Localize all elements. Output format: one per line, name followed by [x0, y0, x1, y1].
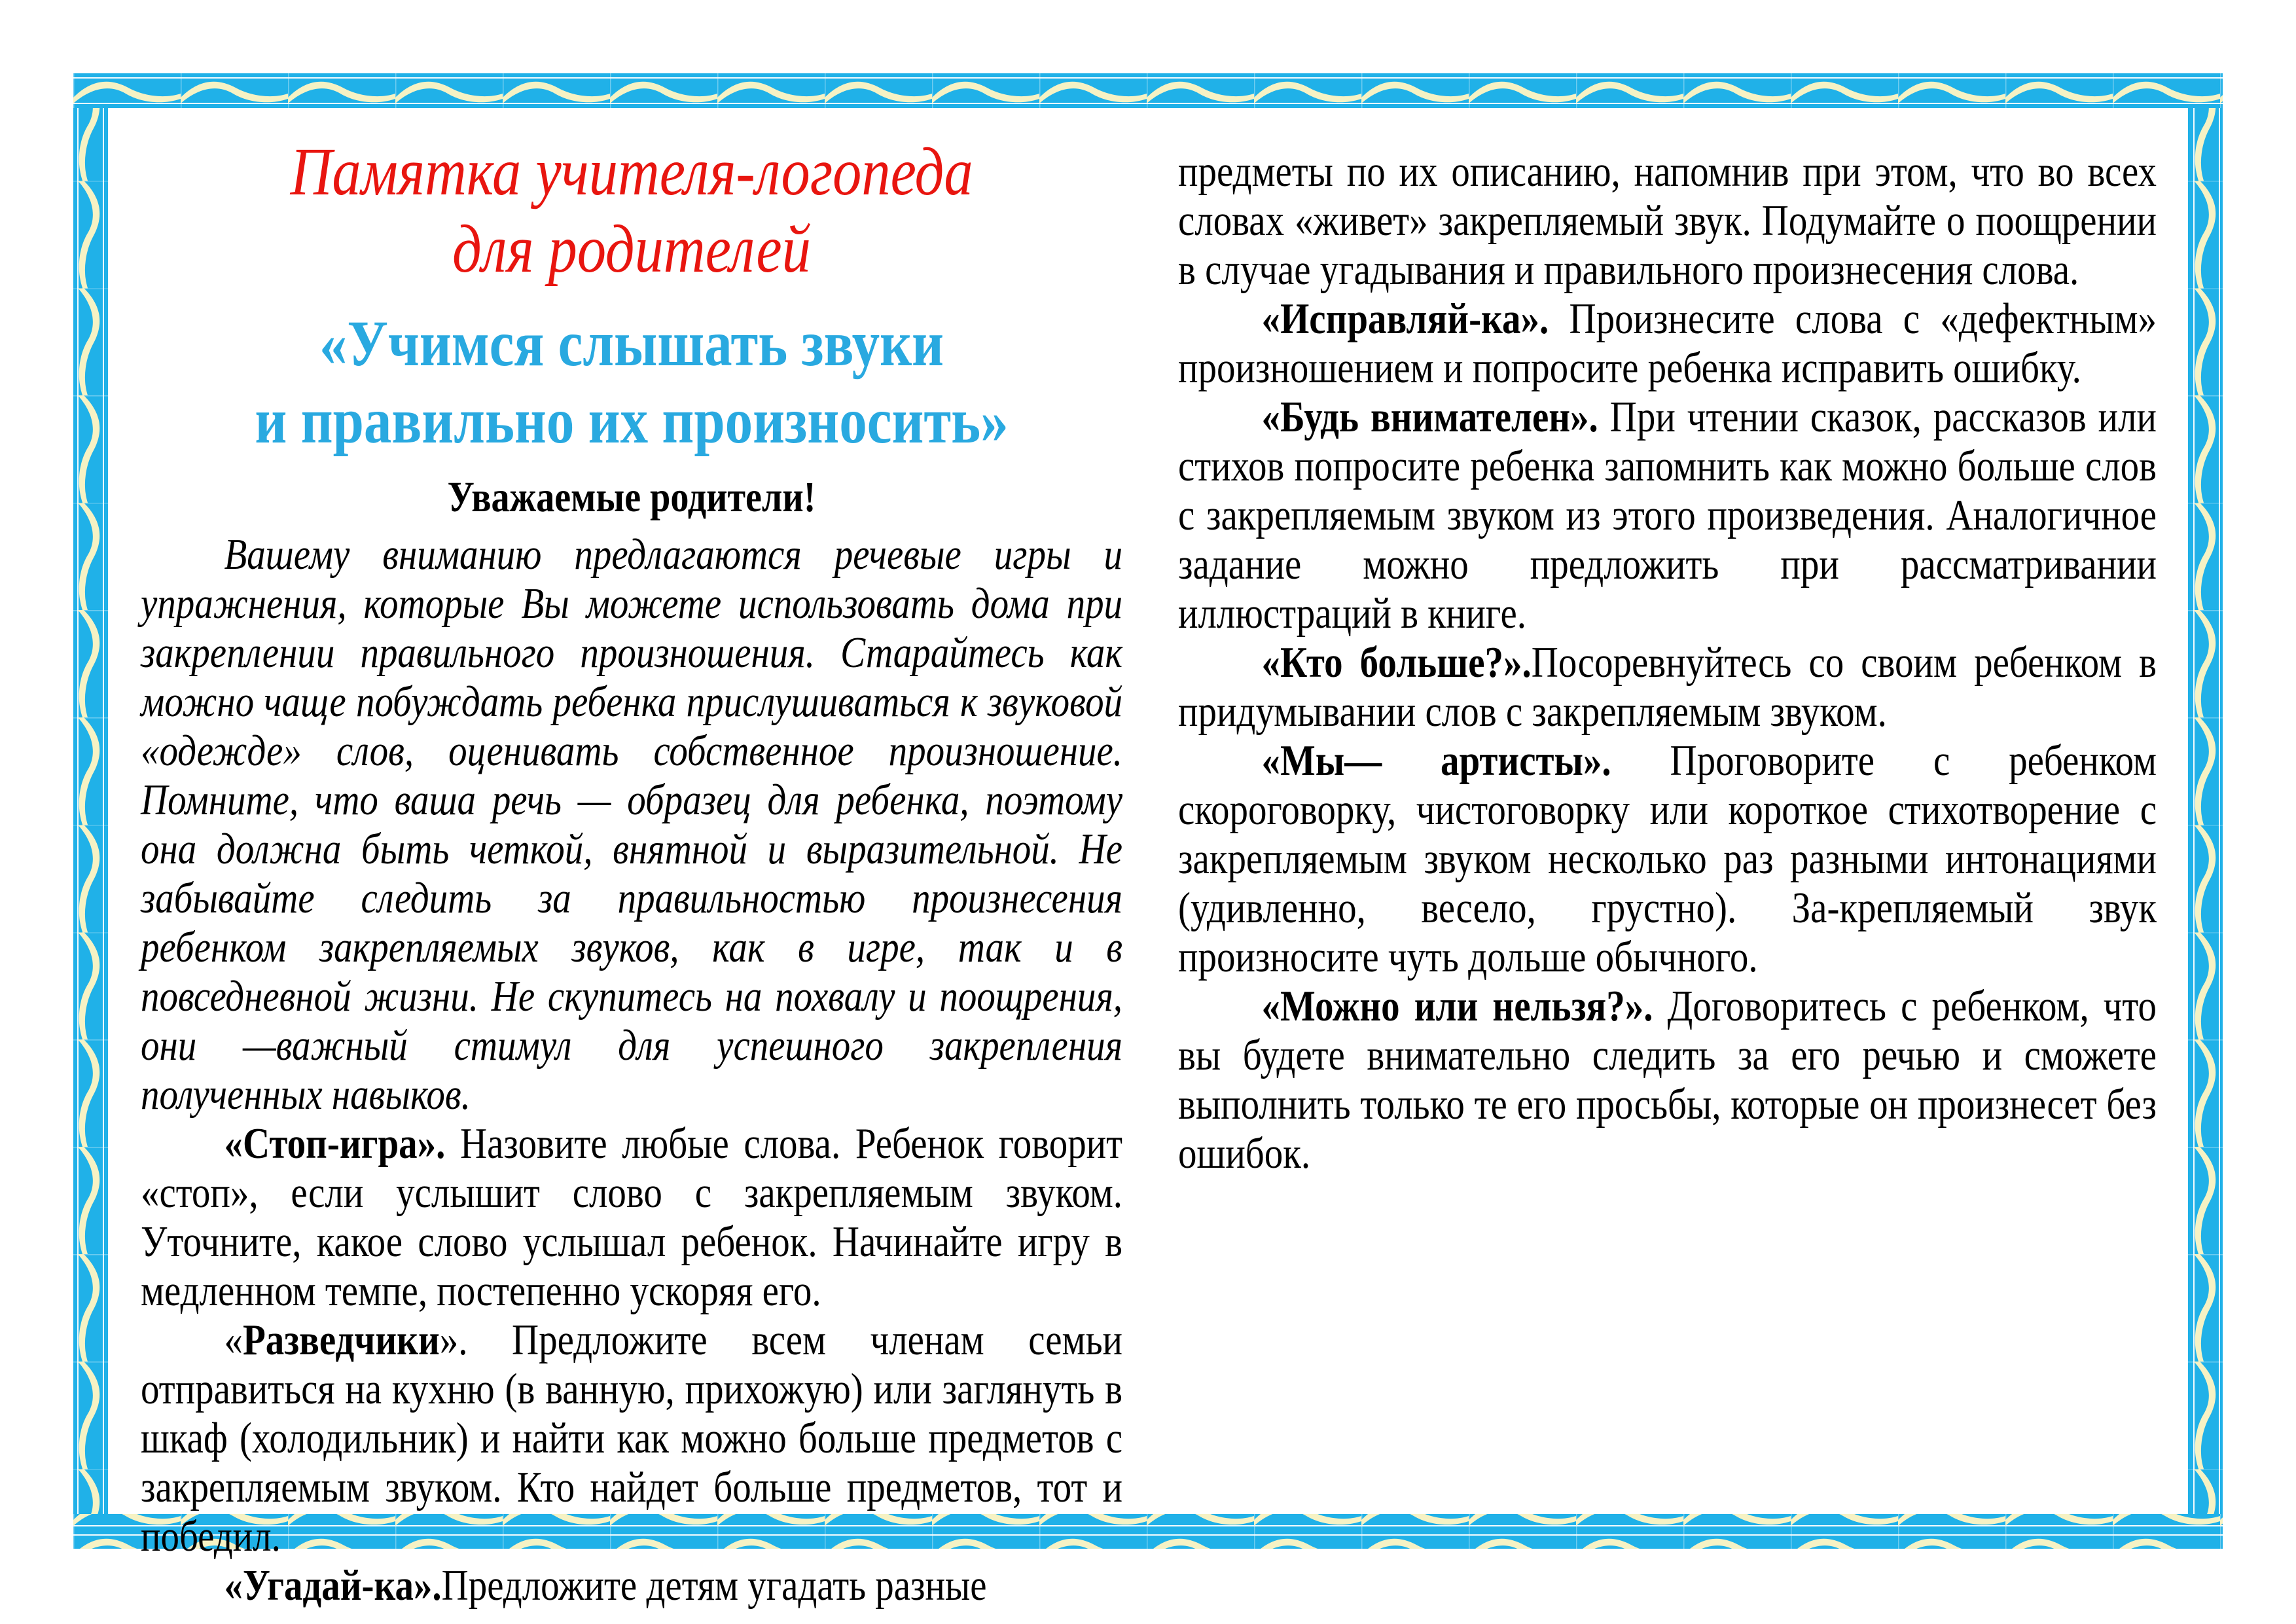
paragraph-text: Произнесите слова с «дефектным» произношением и попросите ребенка исправить ошибку. [1178, 295, 2157, 392]
paragraph-text: Назовите любые слова. Ребенок говорит «стоп», если услышит слово с закрепляемым звуком. Уточните, какое слово услышал ребенок. Начинайте игру в медленном темпе, постепенно ускоряя его. [141, 1119, 1123, 1315]
page-title [141, 134, 1122, 288]
paragraph-text: Договоритесь с ребенком, что вы будете внимательно следить за его речью и сможете выполнить только те его просьбы, которые он произнесет без ошибок. [1178, 982, 2157, 1178]
greeting: Уважаемые родители! [447, 473, 816, 521]
border-right [2188, 73, 2223, 1549]
paragraph-text: Проговорите с ребенком скороговорку, чистоговорку или короткое стихотворение с закрепляемым звуком несколько раз разными интонациями (удивленно, весело, грустно). За-крепляемый звук произносите чуть дольше обычного. [1178, 736, 2157, 981]
paragraph-lead: «Мы— артисты». [1261, 736, 1611, 785]
paragraph-lead: «Кто больше?». [1261, 638, 1532, 687]
left-column [141, 110, 1122, 1610]
paragraph-prefix: « [224, 1316, 243, 1364]
paragraph-mozhno-ili-nelzya [1178, 982, 2157, 1178]
paragraph-ugadai-ka [141, 1561, 1122, 1610]
page-title-line1: Памятка учителя-логопеда [290, 134, 973, 209]
paragraph-bud-vnimatelen [1178, 393, 2157, 638]
paragraph-text: ». Предложите всем членам семьи отправиться на кухню (в ванную, прихожую) или заглянуть в шкаф (холодильник) и найти как можно больше предметов с закрепляемым звуком. Кто найдет больше предметов, тот и победил. [141, 1316, 1123, 1561]
paragraph-ugadai-ka-continued [1178, 147, 2157, 295]
paragraph-ispravlyai-ka [1178, 295, 2157, 393]
paragraph-text: предметы по их описанию, напомнив при этом, что во всех словах «живет» закрепляемый звук. Подумайте о поощрении в случае угадывания и правильного произнесения слова. [1178, 147, 2157, 294]
paragraph-kto-bolshe [1178, 638, 2157, 736]
intro-paragraph: Вашему вниманию предлагаются речевые игры и упражнения, которые Вы можете использовать дома при закреплении правильного произношения. Старайтесь как можно чаще побуждать ребенка прислушиваться к звуковой «одежде» слов, оценивать собственное произношение. Помните, что ваша речь — образец для ребенка, поэтому она должна быть четкой, внятной и выразительной. Не забывайте следить за правильностью произнесения ребенком закрепляемых звуков, как в игре, так и в повседневной жизни. Не скупитесь на похвалу и поощрения, они —важный стимул для успешного закрепления полученных навыков. [141, 530, 1123, 1119]
page-title-line2: для родителей [452, 211, 811, 287]
left-column-content [141, 134, 1122, 1610]
paragraph-lead: «Будь внимателен». [1261, 393, 1598, 441]
paragraph-razvedchiki [141, 1316, 1122, 1561]
paragraph-text: При чтении сказок, рассказов или стихов попросите ребенка запомнить как можно больше слов с закрепляемым звуком из этого произведения. Аналогичное задание можно предложить при рассматривании иллюстраций в книге. [1178, 393, 2157, 638]
right-column [1178, 147, 2157, 1178]
page-subtitle-line1: «Учимся слышать звуки [319, 307, 944, 380]
paragraph-lead: Разведчики [242, 1316, 440, 1364]
page-subtitle [141, 305, 1122, 460]
page-subtitle-line2: и правильно их произносить» [255, 384, 1009, 457]
paragraph-lead: «Угадай-ка». [224, 1561, 442, 1610]
paragraph-lead: «Можно или нельзя?». [1261, 982, 1653, 1030]
paragraph-lead: «Стоп-игра». [224, 1119, 446, 1168]
paragraph-lead: «Исправляй-ка». [1261, 295, 1549, 343]
right-column-content [1178, 147, 2157, 1178]
paragraph-stop-igra [141, 1119, 1122, 1316]
border-left [73, 73, 108, 1549]
paragraph-text: Предложите детям угадать разные [441, 1561, 987, 1610]
paragraph-text: Посоревнуйтесь со своим ребенком в придумывании слов с закрепляемым звуком. [1178, 638, 2157, 736]
paragraph-my-artisty [1178, 736, 2157, 982]
border-top [73, 73, 2223, 108]
